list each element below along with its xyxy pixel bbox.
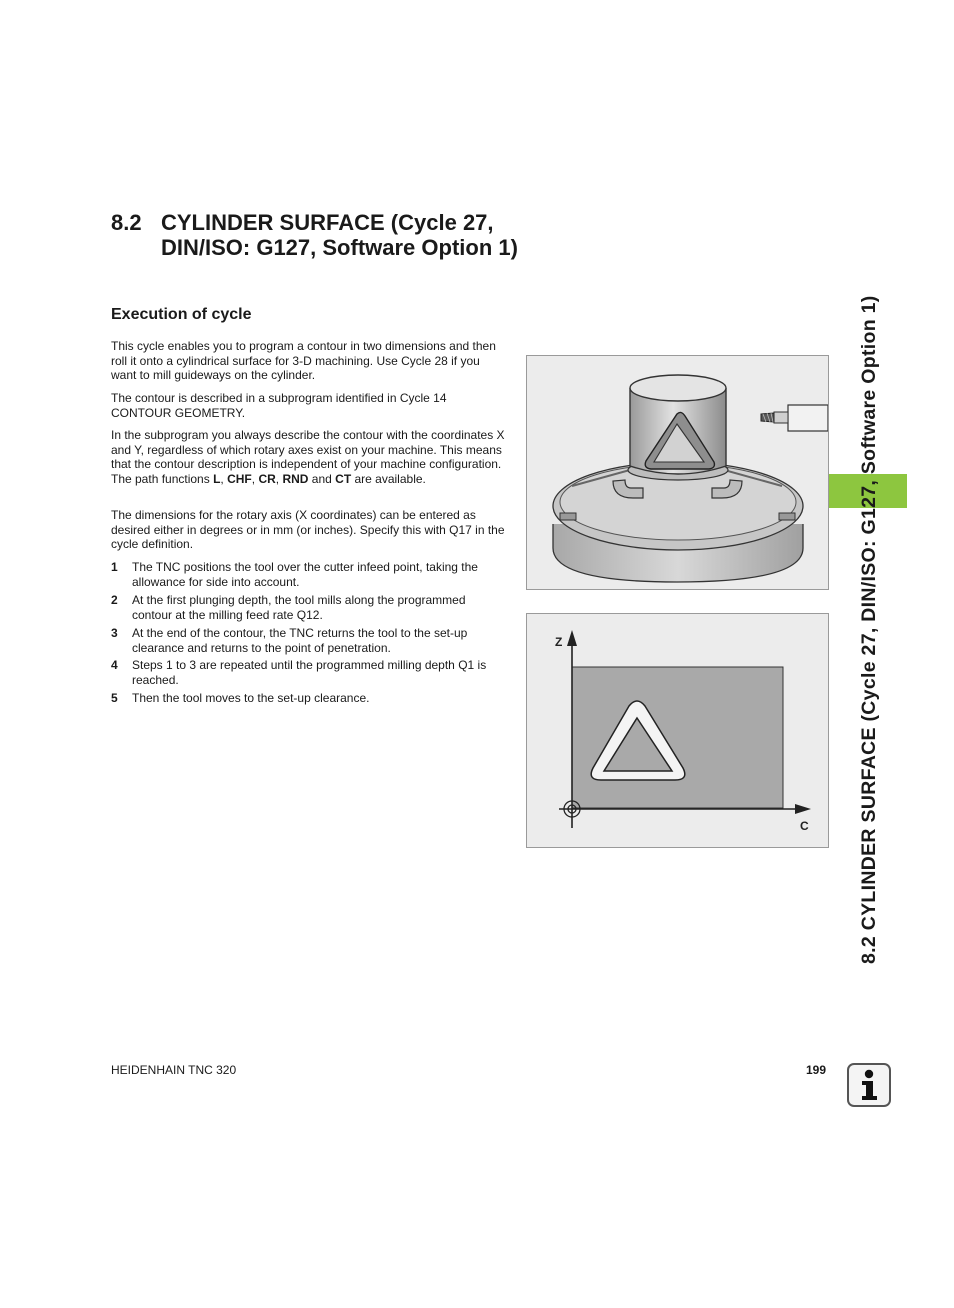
section-title-text: CYLINDER SURFACE (Cycle 27, DIN/ISO: G127, Software Option 1) [161,210,518,260]
unrolled-contour-figure [526,613,829,848]
text-run: are available. [351,471,426,486]
paragraph-intro: This cycle enables you to program a contour in two dimensions and then roll it onto a cylindrical surface for 3-D machining. Use Cycle 28 if you want to mill guideways on the cylinder. [111,339,496,382]
step-text: Steps 1 to 3 are repeated until the programmed milling depth Q1 is reached. [132,658,487,687]
step-number: 5 [111,691,118,705]
text-run: , [251,471,259,486]
path-function-chf: CHF [227,471,252,486]
paragraph-contour-description [111,428,507,486]
path-function-cr: CR [258,471,276,486]
info-glyph [849,1065,889,1105]
step-text: The TNC positions the tool over the cutter infeed point, taking the allowance for side into account. [132,560,478,589]
step-number: 3 [111,626,118,640]
step-text: At the first plunging depth, the tool mills along the programmed contour at the milling feed rate Q12. [132,593,466,622]
page-number: 199 [806,1063,827,1077]
cylinder-illustration [527,356,828,589]
step-number: 4 [111,658,118,672]
c-axis-label: C [800,819,809,833]
text-run: , [275,471,283,486]
path-function-ct: CT [335,471,352,486]
subheading: Execution of cycle [111,306,252,323]
footer-product: HEIDENHAIN TNC 320 [111,1063,237,1077]
z-axis-label: Z [555,635,563,649]
paragraph-rotary-dimensions: The dimensions for the rotary axis (X coordinates) can be entered as desired either in degrees or in mm (or inches). Specify this with Q17 in the cycle definition. [111,508,505,551]
section-number: 8.2 [111,210,142,235]
step-number: 2 [111,593,118,607]
text-run: In the subprogram you always describe the contour with the coordinates X and Y, regardless of which rotary axes exist on your machine. This means that the contour description is independent of your machine configuration. The path functions [111,428,505,486]
contour-illustration [527,614,828,847]
paragraph-subprogram: The contour is described in a subprogram identified in Cycle 14 CONTOUR GEOMETRY. [111,391,447,420]
cylinder-machining-figure [526,355,829,590]
text-run: , [220,471,228,486]
path-function-l: L [213,471,221,486]
step-number: 1 [111,560,118,574]
step-text: Then the tool moves to the set-up clearance. [132,691,370,705]
step-text: At the end of the contour, the TNC returns the tool to the set-up clearance and returns to the point of penetration. [132,626,468,655]
side-running-title: 8.2 CYLINDER SURFACE (Cycle 27, DIN/ISO: G127, Software Option 1) [858,295,880,964]
text-run: and [308,471,336,486]
info-icon [847,1063,891,1107]
path-function-rnd: RND [282,471,309,486]
